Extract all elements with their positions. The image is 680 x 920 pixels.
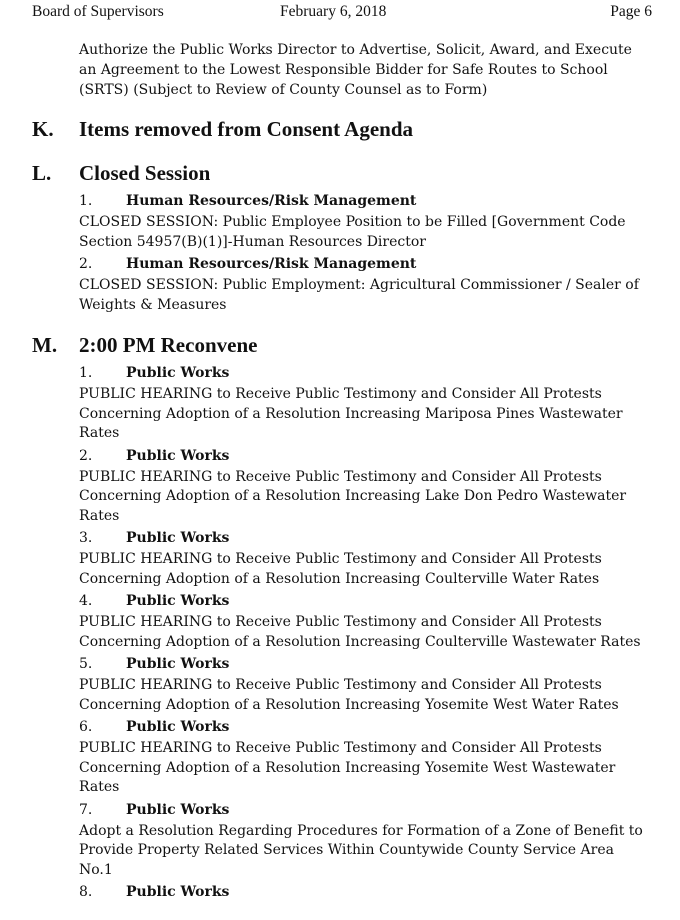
item-number: 5. [79,656,93,672]
header-board-name: Board of Supervisors [32,3,164,20]
agenda-content [0,40,680,904]
item-number: 4. [79,593,93,609]
item-number: 1. [79,365,93,381]
header-date: February 6, 2018 [280,3,387,20]
item-title: Public Works [126,719,230,735]
item-description: PUBLIC HEARING to Receive Public Testimony and Consider All Protests Concerning Adoption of a Resolution Increasing Coulterville Water Rates [79,551,602,587]
item-number: 2. [79,256,93,272]
agenda-item [0,526,680,589]
section-letter: M. [32,333,58,357]
agenda-item [0,880,680,904]
intro-paragraph: Authorize the Public Works Director to Advertise, Solicit, Award, and Execute an Agreement to the Lowest Responsible Bidder for Safe Routes to School (SRTS) (Subject to Review of County Counsel as to Form) [79,42,632,98]
section-letter: K. [32,117,54,141]
section-title: Items removed from Consent Agenda [79,117,414,141]
agenda-item [0,589,680,652]
page-header [32,3,652,23]
header-page-number: Page 6 [610,3,652,20]
agenda-item [0,652,680,715]
item-description: CLOSED SESSION: Public Employment: Agricultural Commissioner / Sealer of Weights & Measures [79,277,639,313]
item-title: Public Works [126,530,230,546]
item-description: Adopt a Resolution Regarding Procedures for Formation of a Zone of Benefit to Provide Property Related Services Within Countywide County Service Area No.1 [79,822,643,878]
section-l-heading [0,155,680,189]
item-title: Public Works [126,447,230,464]
item-description: CLOSED SESSION: Public Employee Position to be Filled [Government Code Section 54957(B)(1)]-Human Resources Director [79,214,626,250]
item-description: PUBLIC HEARING to Receive Public Testimony and Consider All Protests Concerning Adoption of a Resolution Increasing Lake Don Pedro Wastewater Rates [79,468,627,524]
section-k-heading [0,111,680,145]
agenda-item [0,252,680,315]
agenda-item [0,715,680,798]
item-number: 6. [79,719,93,735]
item-title: Public Works [126,801,230,818]
item-number: 3. [79,530,93,546]
item-number: 1. [79,193,93,209]
item-number: 8. [79,884,93,900]
item-title: Public Works [126,884,230,900]
item-number: 7. [79,801,93,818]
item-number: 2. [79,447,93,464]
item-description: PUBLIC HEARING to Receive Public Testimony and Consider All Protests Concerning Adoption of a Resolution Increasing Mariposa Pines Wastewater Rates [79,386,623,441]
item-title: Public Works [126,656,230,672]
agenda-item [0,798,680,881]
item-title: Public Works [126,365,230,381]
item-title: Public Works [126,593,230,609]
item-description: PUBLIC HEARING to Receive Public Testimony and Consider All Protests Concerning Adoption of a Resolution Increasing Yosemite West Wastewater Rates [79,740,616,795]
section-title: Closed Session [79,161,211,185]
item-description: PUBLIC HEARING to Receive Public Testimony and Consider All Protests Concerning Adoption of a Resolution Increasing Coulterville Wastewater Rates [79,614,641,650]
agenda-item [0,361,680,444]
item-title: Human Resources/Risk Management [126,256,417,272]
section-m-heading [0,327,680,361]
section-title: 2:00 PM Reconvene [79,333,258,357]
agenda-item [0,189,680,252]
section-letter: L. [32,161,52,185]
item-description: PUBLIC HEARING to Receive Public Testimony and Consider All Protests Concerning Adoption of a Resolution Increasing Yosemite West Water Rates [79,677,619,713]
agenda-item [0,444,680,527]
item-title: Human Resources/Risk Management [126,193,417,209]
